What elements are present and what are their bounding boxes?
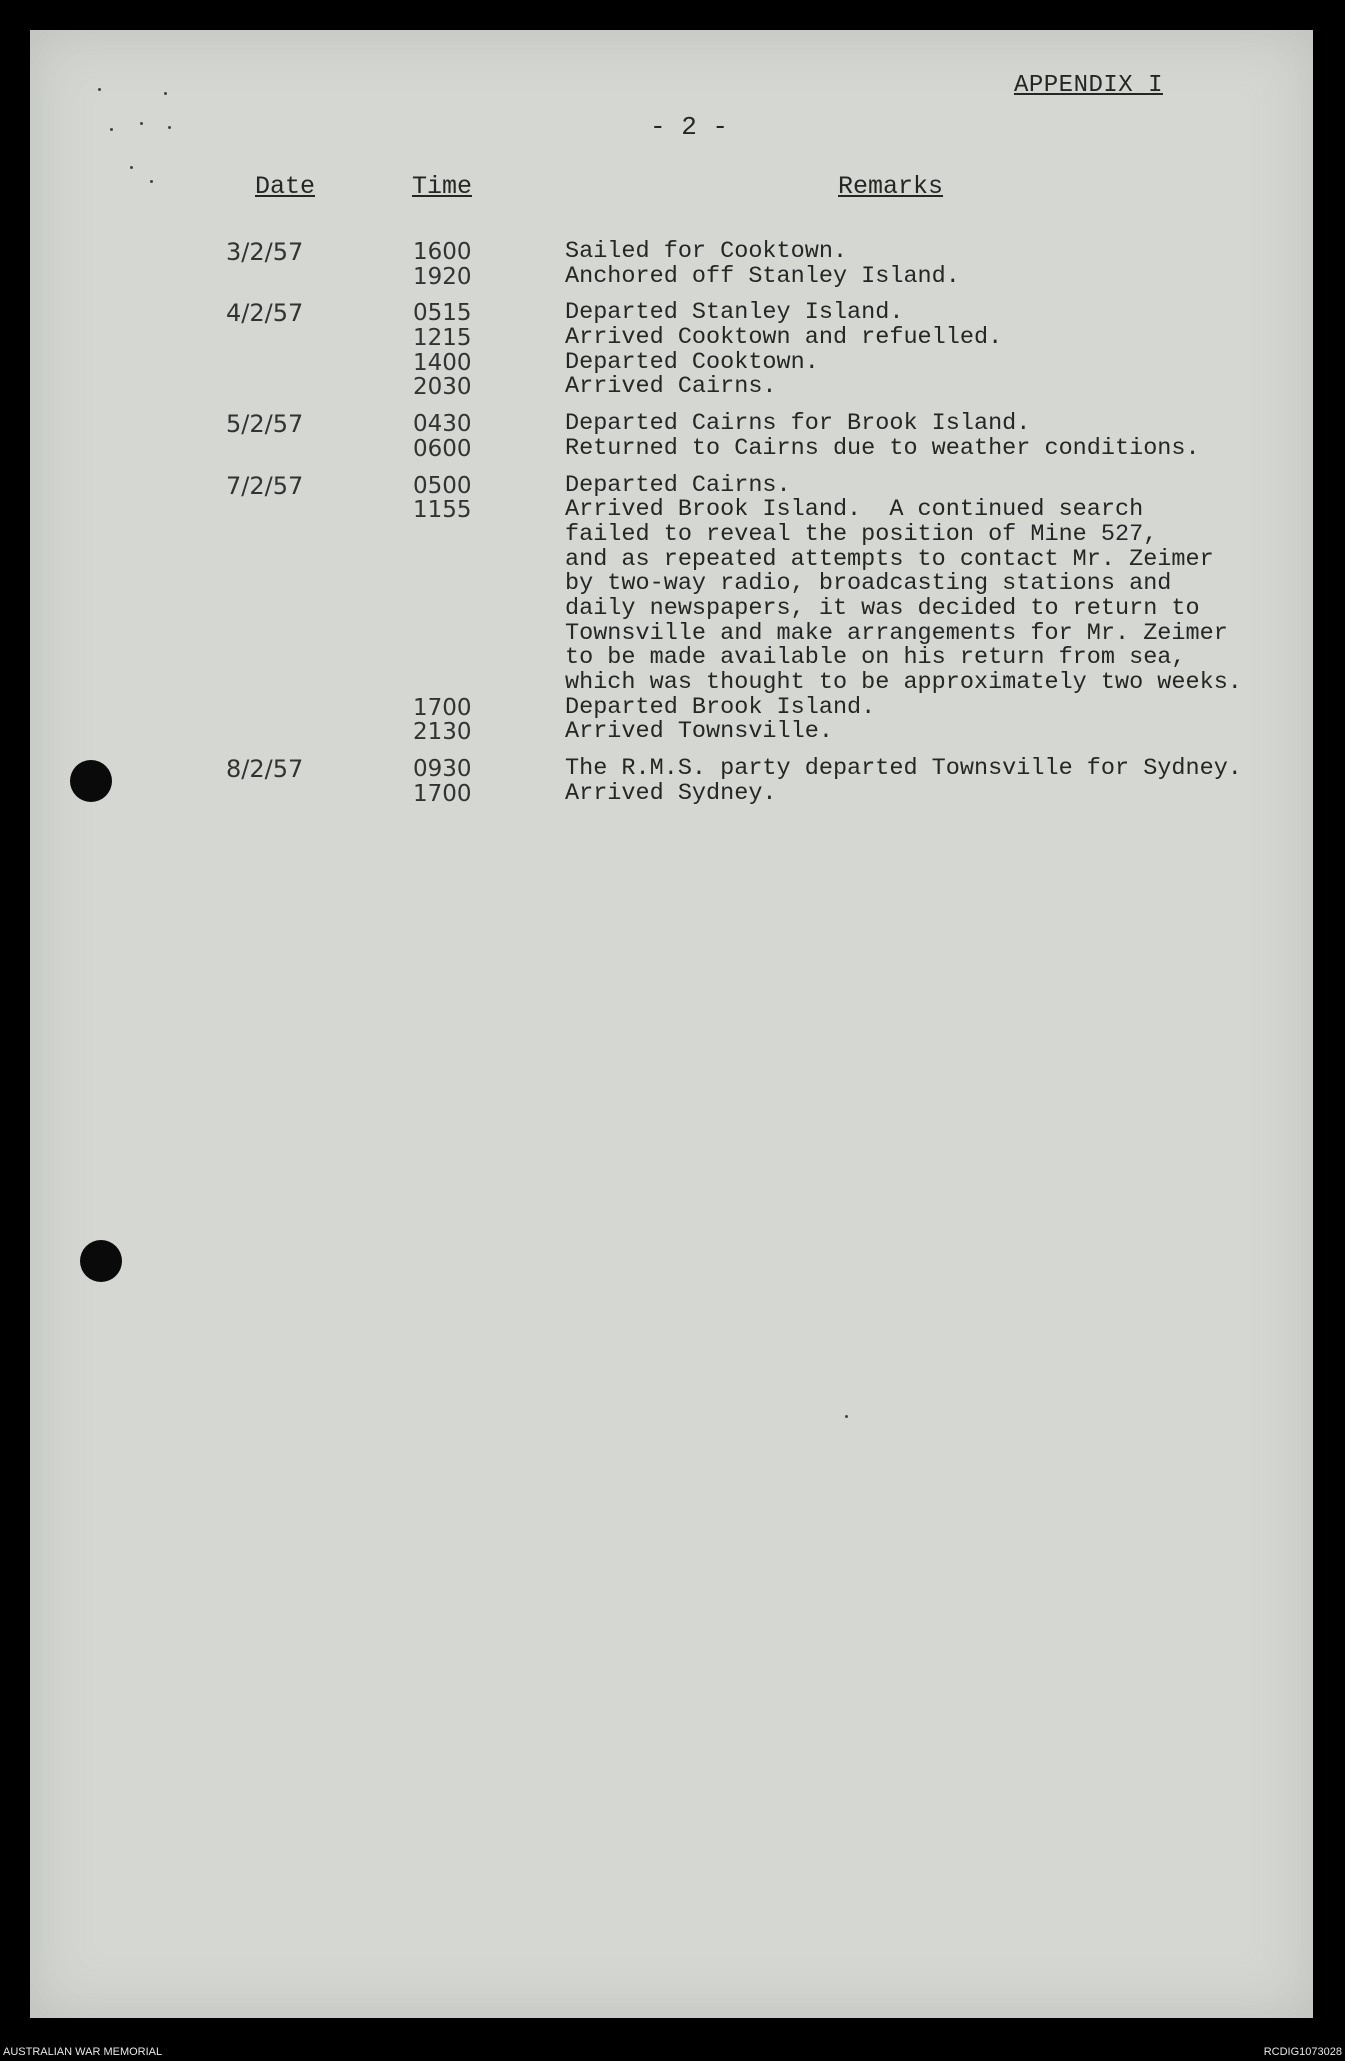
entry-remark: Departed Cooktown. <box>565 348 819 376</box>
entry-date: 3/2/57 <box>226 238 304 266</box>
log-line <box>30 301 1313 326</box>
entry-remark: Departed Cairns. <box>565 471 791 499</box>
entry-remark: Arrived Cairns. <box>565 373 777 401</box>
entry-date: 4/2/57 <box>226 299 304 328</box>
entry-remark: Departed Brook Island. <box>565 693 876 721</box>
entry-remark: Arrived Sydney. <box>565 779 777 807</box>
entry-time: 0515 <box>413 300 472 327</box>
entry-remark: Arrived Brook Island. A continued search <box>565 496 1144 524</box>
footer-record-id: RCDIG1073028 <box>1263 2046 1342 2058</box>
log-line <box>30 572 1313 597</box>
entry-remark: Anchored off Stanley Island. <box>565 262 960 290</box>
paper-speck <box>164 92 167 95</box>
entry-remark: Departed Cairns for Brook Island. <box>565 410 1031 438</box>
page-number: - 2 - <box>650 112 729 142</box>
entry-time: 0430 <box>413 411 472 438</box>
log-line <box>30 757 1313 782</box>
log-line <box>30 348 1313 376</box>
log-line <box>30 262 1313 290</box>
footer-archive-name: AUSTRALIAN WAR MEMORIAL <box>3 2046 163 2058</box>
log-entry <box>30 757 1313 806</box>
column-header-remarks: Remarks <box>838 172 944 201</box>
paper-speck <box>110 128 113 131</box>
entry-remark: by two-way radio, broadcasting stations and <box>565 570 1172 598</box>
log-line <box>30 471 1313 500</box>
log-line <box>30 375 1313 400</box>
log-line <box>30 619 1313 647</box>
paper-speck <box>140 122 143 125</box>
log-line <box>30 412 1313 437</box>
log-line <box>30 545 1313 573</box>
log-line <box>30 646 1313 671</box>
entry-remark: to be made available on his return from sea, <box>565 644 1186 672</box>
entry-time: 1215 <box>413 325 472 352</box>
log-entry <box>30 471 1313 746</box>
entry-remark: The R.M.S. party departed Townsville for Sydney. <box>565 755 1242 783</box>
entry-time: 1920 <box>413 263 472 290</box>
appendix-heading: APPENDIX I <box>1013 72 1163 99</box>
log-line <box>30 240 1313 265</box>
entry-remark: daily newspapers, it was decided to return to <box>565 594 1200 622</box>
punch-hole <box>70 760 112 802</box>
entry-time: 2130 <box>413 719 472 746</box>
entry-time: 1700 <box>413 694 472 721</box>
log-entry <box>30 301 1313 400</box>
paper-speck <box>150 180 153 183</box>
log-line <box>30 498 1313 523</box>
log-line <box>30 671 1313 696</box>
log-entries <box>30 240 1313 818</box>
entry-remark: Arrived Townsville. <box>565 718 833 746</box>
entry-remark: Sailed for Cooktown. <box>565 238 848 265</box>
entry-date: 7/2/57 <box>226 471 304 500</box>
log-line <box>30 594 1313 622</box>
column-header-date: Date <box>255 172 316 201</box>
punch-hole <box>80 1240 122 1282</box>
entry-date: 8/2/57 <box>226 755 304 784</box>
entry-time: 0500 <box>413 472 472 499</box>
entry-remark: and as repeated attempts to contact Mr. Zeimer <box>565 545 1214 573</box>
entry-time: 1600 <box>413 239 472 265</box>
paper-speck <box>845 1415 848 1418</box>
entry-time: 2030 <box>413 374 472 401</box>
log-line <box>30 693 1313 721</box>
entry-time: 0600 <box>413 435 472 462</box>
column-header-time: Time <box>412 172 473 201</box>
entry-time: 1400 <box>413 349 472 376</box>
paper-speck <box>98 88 101 91</box>
entry-date: 5/2/57 <box>226 410 304 439</box>
paper-speck <box>168 126 171 129</box>
paper-page <box>30 30 1313 2018</box>
log-line <box>30 520 1313 548</box>
paper-speck <box>130 166 133 169</box>
log-line <box>30 779 1313 807</box>
entry-remark: Departed Stanley Island. <box>565 299 904 327</box>
log-entry <box>30 412 1313 461</box>
log-entry <box>30 240 1313 289</box>
entry-remark: Returned to Cairns due to weather conditions. <box>565 434 1200 462</box>
entry-remark: Townsville and make arrangements for Mr. Zeimer <box>565 619 1228 647</box>
entry-remark: failed to reveal the position of Mine 527, <box>565 520 1158 548</box>
log-line <box>30 434 1313 462</box>
entry-remark: which was thought to be approximately two weeks. <box>565 669 1242 696</box>
log-line <box>30 326 1313 351</box>
entry-time: 1700 <box>413 780 472 807</box>
entry-time: 1155 <box>413 497 472 524</box>
entry-remark: Arrived Cooktown and refuelled. <box>565 324 1003 352</box>
log-line <box>30 720 1313 745</box>
entry-time: 0930 <box>413 756 472 783</box>
